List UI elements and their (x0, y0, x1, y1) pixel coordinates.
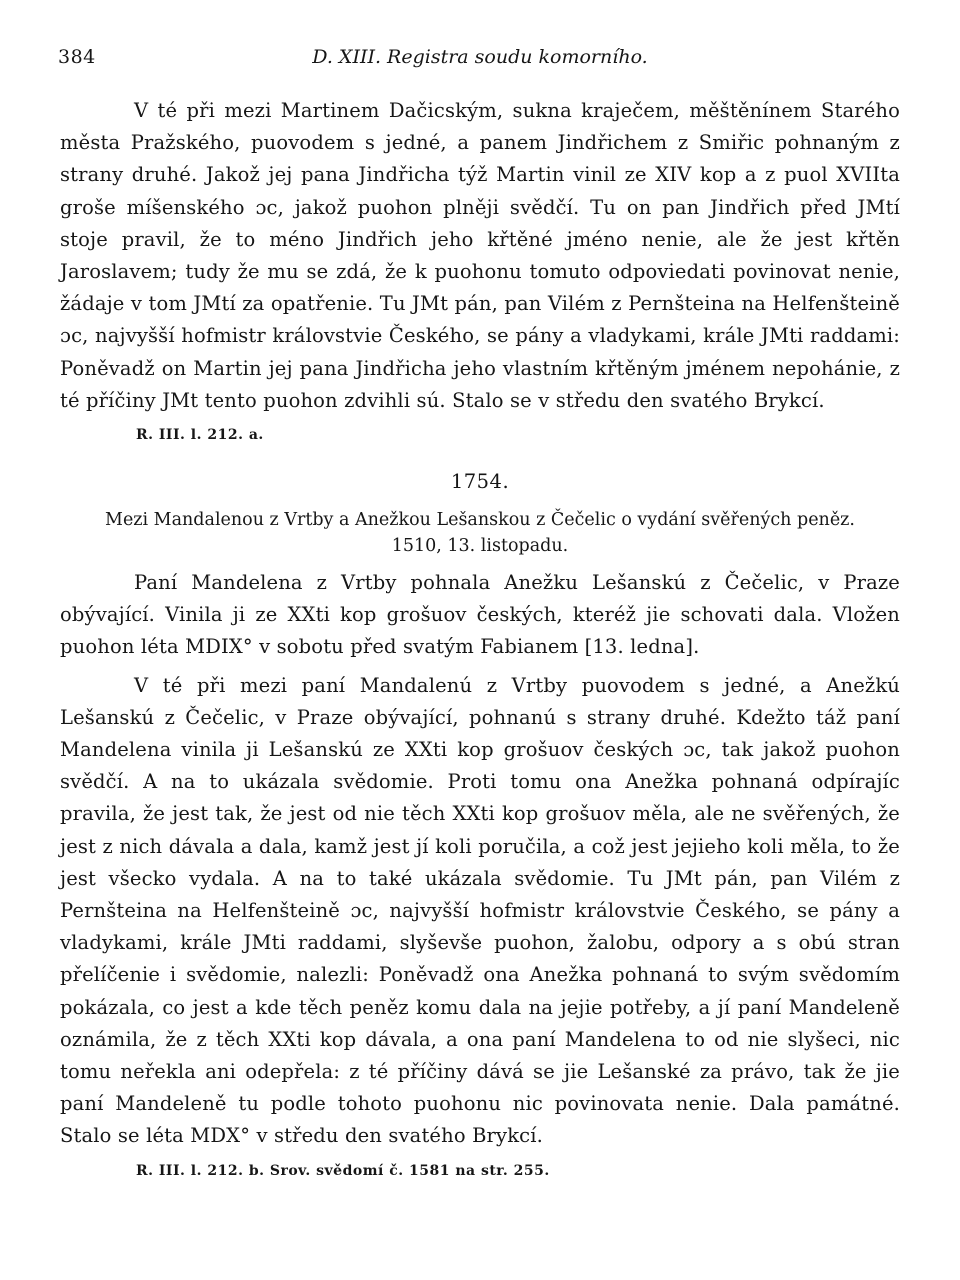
entry-title: Mezi Mandalenou z Vrtby a Anežkou Lešanskou z Čečelic o vydání svěřených peněz. (105, 510, 855, 531)
entry-prev-paragraph: V té při mezi Martinem Dačicským, sukna kraječem, měštěnínem Starého města Pražského, puovodem s jedné, a panem Jindřichem z Smiřic pohnaným z strany druhé. Jakož jej pana Jindřicha týž Martin vinil ze XIV kop a z puol XVIIta groše míšenského ɔc, jakož puohon plněji svědčí. Tu on pan Jindřich před JMtí stoje pravil, že to méno Jindřich jeho křtěné jméno nenie, ale že jest křtěn Jaroslavem; tudy že mu se zdá, že k puohonu tomuto odpoviedati povinovat nenie, žádaje v tom JMtí za opatřenie. Tu JMt pán, pan Vilém z Pernšteina na Helfenšteině ɔc, najvyšší hofmistr královstvie Českého, se pány a vladykami, krále JMti raddami: Poněvadž on Martin jej pana Jindřicha jeho vlastním křtěným jménem nepohánie, z té příčiny JMt tento puohon zdvihli sú. Stalo se v středu den svatého Brykcí. (60, 99, 900, 412)
entry-paragraph-1: Paní Mandelena z Vrtby pohnala Anežku Lešanskú z Čečelic, v Praze obývající. Vinila ji ze XXti kop grošuov českých, kteréž jie schovati dala. Vložen puohon léta MDIX° v sobotu před svatým Fabianem [13. ledna]. (60, 571, 900, 659)
page-header (58, 46, 902, 76)
page-body (60, 95, 900, 1181)
entry-source: R. III. l. 212. b. Srov. svědomí č. 1581 na str. 255. (136, 1162, 550, 1179)
entry-date: 1510, 13. listopadu. (391, 536, 569, 557)
entry-prev-source: R. III. l. 212. a. (136, 427, 264, 444)
page-number: 384 (58, 46, 96, 68)
running-head: D. XIII. Registra soudu komorního. (312, 46, 648, 68)
entry-paragraph-2: V té při mezi paní Mandalenú z Vrtby puovodem s jedné, a Anežkú Lešanskú z Čečelic, v Praze obývající, pohnanú s strany druhé. Kdežto táž paní Mandelena vinila ji Lešanskú ze XXti kop grošuov českých ɔc, tak jakož puohon svědčí. A na to ukázala svědomie. Proti tomu ona Anežka pohnaná odpírajíc pravila, že jest tak, že jest od nie těch XXti kop grošuov měla, ale ne svěřených, že jest z nich dávala a dala, kamž jest jí koli poručila, a což jest jejieho koli měla, to že jest všecko vydala. A na to také ukázala svědomie. Tu JMt pán, pan Vilém z Pernšteina na Helfenšteině ɔc, najvyšší hofmistr královstvie Českého, se pány a vladykami, krále JMti raddami, slyševše puohon, žalobu, odpory a s obú stran přelíčenie i svědomie, nalezli: Poněvadž ona Anežka pohnaná to svým svědomím pokázala, co jest a kde těch peněz komu dala na jejie potřeby, a jí paní Mandeleně oznámila, že z těch XXti kop dávala, a ona paní Mandelena to od nie slyšeci, nic tomu neřekla ani odepřela: z té příčiny dává se jie Lešanské za právo, tak že jie paní Mandeleně tu podle tohoto puohonu nic povinovata nenie. Dala památné. Stalo se léta MDX° v středu den svatého Brykcí. (60, 673, 900, 1148)
entry-number: 1754. (450, 470, 510, 494)
